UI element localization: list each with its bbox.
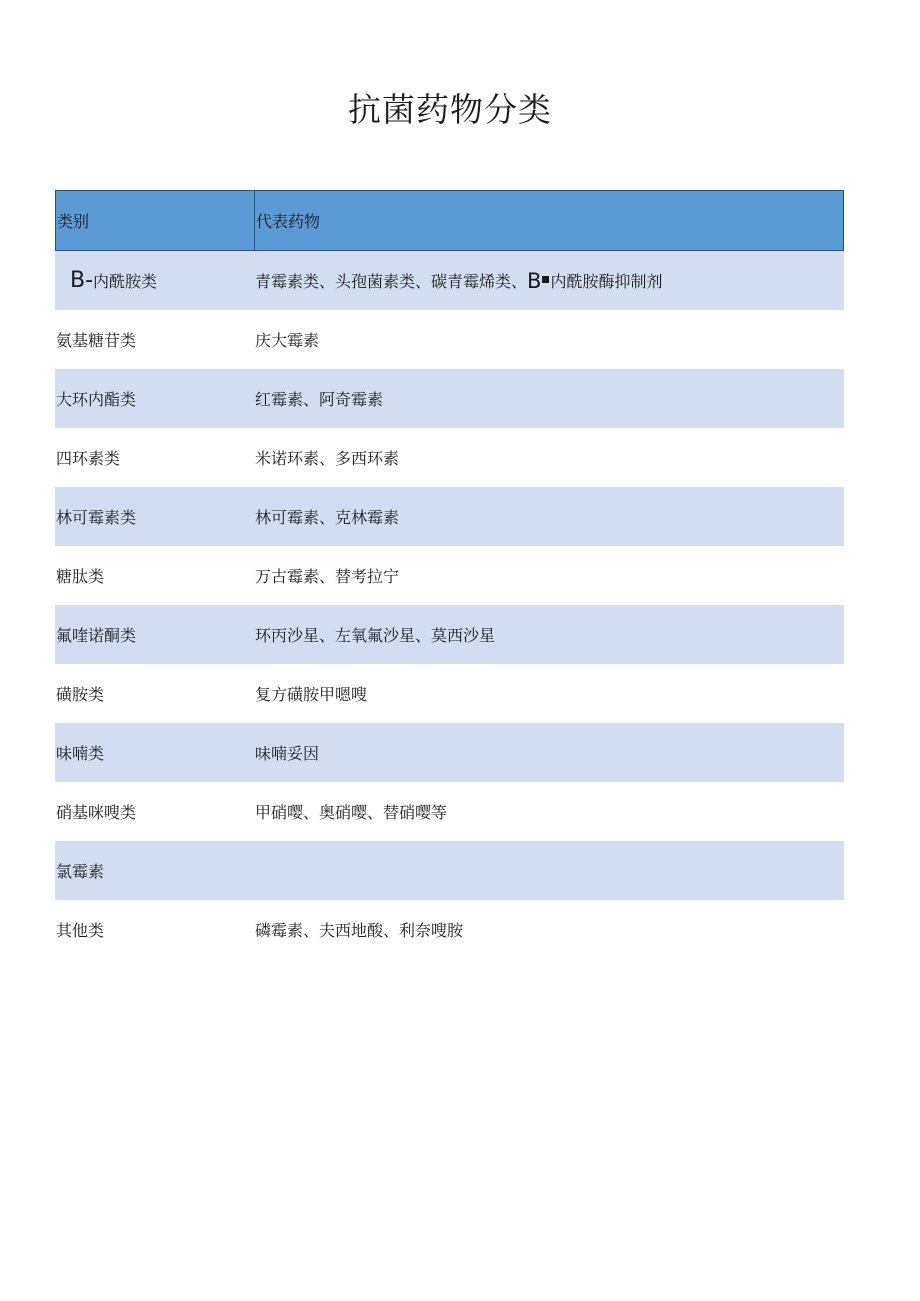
category-prefix: B- bbox=[70, 268, 94, 293]
page-title: 抗菌药物分类 bbox=[348, 90, 552, 129]
category-text: 内酰胺类 bbox=[93, 272, 158, 291]
drugs-cell: 红霉素、阿奇霉素 bbox=[255, 390, 384, 409]
category-cell: 大环内酯类 bbox=[56, 390, 137, 409]
category-cell: 磺胺类 bbox=[56, 685, 105, 704]
drugs-letter: B bbox=[527, 268, 542, 293]
drugs-cell bbox=[254, 841, 844, 900]
category-cell: 氟喹诺酮类 bbox=[56, 626, 137, 645]
category-cell: 林可霉素类 bbox=[56, 508, 137, 527]
category-cell: 氯霉素 bbox=[56, 862, 105, 881]
table-row bbox=[55, 546, 844, 605]
header-drugs: 代表药物 bbox=[256, 212, 321, 231]
category-cell: 味喃类 bbox=[56, 744, 105, 763]
drugs-cell: 万古霉素、替考拉宁 bbox=[255, 567, 400, 586]
category-cell: 糖肽类 bbox=[56, 567, 105, 586]
drugs-cell: 磷霉素、夫西地酸、利奈嗖胺 bbox=[255, 921, 464, 940]
drug-classification-table bbox=[55, 190, 844, 959]
category-cell: 氨基糖苷类 bbox=[56, 331, 137, 350]
category-cell: 其他类 bbox=[56, 921, 105, 940]
drugs-text: 青霉素类、头孢菌素类、碳青霉烯类、 bbox=[255, 272, 528, 291]
category-cell bbox=[55, 251, 254, 310]
drugs-cell: 甲硝嘤、奥硝嘤、替硝嘤等 bbox=[255, 803, 448, 822]
table-row bbox=[55, 251, 844, 310]
header-category: 类别 bbox=[56, 191, 255, 250]
table-row bbox=[55, 310, 844, 369]
drugs-tail-text: 内酰胺酶抑制剂 bbox=[550, 272, 663, 291]
table-row bbox=[55, 605, 844, 664]
drugs-cell: 复方磺胺甲嗯嗖 bbox=[255, 685, 368, 704]
drugs-cell: 林可霉素、克林霉素 bbox=[255, 508, 400, 527]
drugs-cell: 环丙沙星、左氧氟沙星、莫西沙星 bbox=[255, 626, 496, 645]
drugs-cell: 米诺环素、多西环素 bbox=[255, 449, 400, 468]
drugs-cell bbox=[254, 251, 844, 310]
square-glyph-icon bbox=[542, 276, 549, 283]
table-header-row bbox=[55, 190, 844, 251]
table-row bbox=[55, 841, 844, 900]
table-row bbox=[55, 664, 844, 723]
table-row bbox=[55, 428, 844, 487]
category-cell: 四环素类 bbox=[56, 449, 121, 468]
table-row bbox=[55, 369, 844, 428]
table-row bbox=[55, 782, 844, 841]
drugs-cell: 庆大霉素 bbox=[255, 331, 320, 350]
drugs-cell: 味喃妥因 bbox=[255, 744, 320, 763]
table-row bbox=[55, 487, 844, 546]
table-row bbox=[55, 900, 844, 959]
category-cell: 硝基咪嗖类 bbox=[56, 803, 137, 822]
table-row bbox=[55, 723, 844, 782]
